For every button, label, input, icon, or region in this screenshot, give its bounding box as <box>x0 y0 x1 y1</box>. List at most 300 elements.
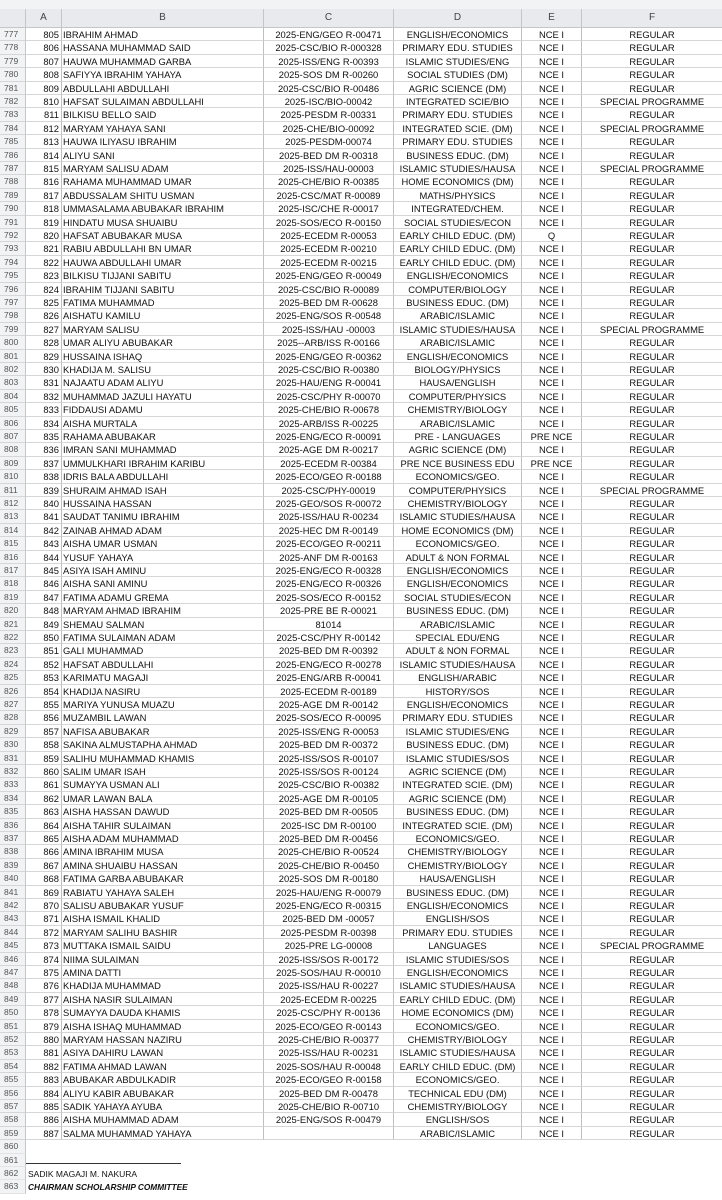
cell-b[interactable]: UMAR LAWAN BALA <box>62 792 264 805</box>
cell-c[interactable]: 2025-CSC/BIO R-00486 <box>264 82 394 95</box>
cell-a[interactable]: 886 <box>26 1113 62 1126</box>
row-number[interactable]: 840 <box>0 872 26 885</box>
cell-d[interactable]: TECHNICAL EDU (DM) <box>394 1087 522 1100</box>
cell-b[interactable]: BILKISU BELLO SAID <box>62 108 264 121</box>
row-number[interactable]: 841 <box>0 886 26 899</box>
cell-c[interactable]: 2025-ISS/SOS R-00107 <box>264 752 394 765</box>
cell-a[interactable]: 825 <box>26 296 62 309</box>
cell-a[interactable]: 831 <box>26 376 62 389</box>
cell-b[interactable]: HUSSAINA ISHAQ <box>62 350 264 363</box>
cell-d[interactable]: ENGLISH/ECONOMICS <box>394 28 522 41</box>
cell-c[interactable]: 2025-ENG/GEO R-00049 <box>264 269 394 282</box>
cell-d[interactable]: ISLAMIC STUDIES/HAUSA <box>394 658 522 671</box>
cell-d[interactable]: PRIMARY EDU. STUDIES <box>394 926 522 939</box>
cell-d[interactable]: COMPUTER/PHYSICS <box>394 484 522 497</box>
cell-a[interactable]: 830 <box>26 363 62 376</box>
cell-e[interactable]: NCE I <box>522 122 582 135</box>
cell-f[interactable]: REGULAR <box>582 403 722 416</box>
cell-d[interactable]: ISLAMIC STUDIES/SOS <box>394 953 522 966</box>
cell-c[interactable]: 2025-CSC/PHY R-00136 <box>264 1006 394 1019</box>
cell-f[interactable]: REGULAR <box>582 993 722 1006</box>
cell-f[interactable]: REGULAR <box>582 1033 722 1046</box>
row-number[interactable]: 833 <box>0 778 26 791</box>
cell-c[interactable]: 2025-ENG/ECO R-00278 <box>264 658 394 671</box>
cell-a[interactable]: 846 <box>26 577 62 590</box>
cell-a[interactable]: 814 <box>26 149 62 162</box>
cell-c[interactable]: 2025-CHE/BIO R-00377 <box>264 1033 394 1046</box>
cell-a[interactable]: 854 <box>26 685 62 698</box>
cell-e[interactable]: NCE I <box>522 350 582 363</box>
row-number[interactable]: 854 <box>0 1060 26 1073</box>
cell-c[interactable]: 2025-AGE DM R-00217 <box>264 443 394 456</box>
cell-d[interactable]: ISLAMIC STUDIES/HAUSA <box>394 979 522 992</box>
cell-c[interactable]: 2025-ECEDM R-00210 <box>264 242 394 255</box>
row-number[interactable]: 857 <box>0 1100 26 1113</box>
cell-a[interactable]: 811 <box>26 108 62 121</box>
cell-f[interactable]: REGULAR <box>582 1073 722 1086</box>
cell-d[interactable]: LANGUAGES <box>394 939 522 952</box>
cell-f[interactable]: REGULAR <box>582 256 722 269</box>
cell-a[interactable]: 849 <box>26 618 62 631</box>
cell-b[interactable]: ABDULLAHI ABDULLAHI <box>62 82 264 95</box>
cell-e[interactable]: NCE I <box>522 845 582 858</box>
cell-e[interactable]: NCE I <box>522 859 582 872</box>
row-number[interactable]: 827 <box>0 698 26 711</box>
cell-f[interactable]: REGULAR <box>582 979 722 992</box>
cell-c[interactable]: 2025-ECEDM R-00215 <box>264 256 394 269</box>
cell-d[interactable]: AGRIC SCIENCE (DM) <box>394 792 522 805</box>
cell-a[interactable]: 824 <box>26 283 62 296</box>
row-number[interactable]: 785 <box>0 135 26 148</box>
cell-c[interactable]: 2025-ISS/HAU R-00231 <box>264 1046 394 1059</box>
cell-e[interactable]: Q <box>522 229 582 242</box>
cell-b[interactable]: MARYAM YAHAYA SANI <box>62 122 264 135</box>
cell-e[interactable]: NCE I <box>522 1006 582 1019</box>
cell-d[interactable]: HOME ECONOMICS (DM) <box>394 175 522 188</box>
row-number[interactable]: 828 <box>0 711 26 724</box>
cell-a[interactable]: 843 <box>26 537 62 550</box>
cell-e[interactable]: NCE I <box>522 872 582 885</box>
cell-f[interactable]: REGULAR <box>582 497 722 510</box>
cell-b[interactable]: AISHATU KAMILU <box>62 309 264 322</box>
cell-f[interactable]: REGULAR <box>582 966 722 979</box>
cell-e[interactable]: NCE I <box>522 805 582 818</box>
cell-d[interactable]: ADULT & NON FORMAL <box>394 644 522 657</box>
cell-c[interactable]: 2025-ISS/HAU -00003 <box>264 323 394 336</box>
cell-a[interactable]: 850 <box>26 631 62 644</box>
row-number[interactable]: 837 <box>0 832 26 845</box>
cell-a[interactable]: 836 <box>26 443 62 456</box>
cell-a[interactable]: 857 <box>26 725 62 738</box>
row-number[interactable]: 790 <box>0 202 26 215</box>
cell-a[interactable]: 853 <box>26 671 62 684</box>
cell-b[interactable]: FATIMA SULAIMAN ADAM <box>62 631 264 644</box>
cell-e[interactable]: NCE I <box>522 363 582 376</box>
cell-a[interactable]: 815 <box>26 162 62 175</box>
row-number[interactable]: 792 <box>0 229 26 242</box>
cell-c[interactable]: 2025-ENG/ARB R-00041 <box>264 671 394 684</box>
cell-e[interactable]: NCE I <box>522 966 582 979</box>
cell-d[interactable]: ENGLISH/ECONOMICS <box>394 350 522 363</box>
cell-f[interactable]: REGULAR <box>582 108 722 121</box>
cell-f[interactable]: SPECIAL PROGRAMME <box>582 484 722 497</box>
cell-b[interactable]: ASIYA DAHIRU LAWAN <box>62 1046 264 1059</box>
cell-c[interactable]: 2025-ECO/GEO R-00143 <box>264 1020 394 1033</box>
cell-b[interactable]: UMMASALAMA ABUBAKAR IBRAHIM <box>62 202 264 215</box>
cell-b[interactable]: SALIHU MUHAMMAD KHAMIS <box>62 752 264 765</box>
cell-d[interactable]: BUSINESS EDUC. (DM) <box>394 805 522 818</box>
row-number[interactable]: 822 <box>0 631 26 644</box>
cell-a[interactable]: 808 <box>26 68 62 81</box>
cell-b[interactable]: AISHA ISMAIL KHALID <box>62 912 264 925</box>
cell-d[interactable]: ENGLISH/ARABIC <box>394 671 522 684</box>
cell-d[interactable]: HAUSA/ENGLISH <box>394 872 522 885</box>
cell-f[interactable]: REGULAR <box>582 443 722 456</box>
cell-e[interactable]: NCE I <box>522 68 582 81</box>
row-number[interactable]: 835 <box>0 805 26 818</box>
cell-a[interactable]: 807 <box>26 55 62 68</box>
cell-d[interactable]: ENGLISH/ECONOMICS <box>394 899 522 912</box>
cell-b[interactable]: AMINA SHUAIBU HASSAN <box>62 859 264 872</box>
cell-d[interactable]: PRE NCE BUSINESS EDU <box>394 457 522 470</box>
cell-e[interactable]: NCE I <box>522 216 582 229</box>
row-number[interactable]: 784 <box>0 122 26 135</box>
cell-d[interactable]: PRIMARY EDU. STUDIES <box>394 135 522 148</box>
cell-b[interactable]: IBRAHIM TIJJANI SABITU <box>62 283 264 296</box>
cell-c[interactable]: 2025-HEC DM R-00149 <box>264 524 394 537</box>
cell-b[interactable]: SALMA MUHAMMAD YAHAYA <box>62 1127 264 1140</box>
cell-d[interactable]: INTEGRATED/CHEM. <box>394 202 522 215</box>
cell-c[interactable]: 2025-CHE/BIO R-00678 <box>264 403 394 416</box>
cell-e[interactable]: NCE I <box>522 510 582 523</box>
cell-a[interactable]: 832 <box>26 390 62 403</box>
cell-f[interactable]: REGULAR <box>582 1087 722 1100</box>
cell-a[interactable]: 812 <box>26 122 62 135</box>
cell-c[interactable]: 2025-ENG/GEO R-00471 <box>264 28 394 41</box>
cell-b[interactable]: RABIATU YAHAYA SALEH <box>62 886 264 899</box>
cell-c[interactable]: 2025-ENG/ECO R-00315 <box>264 899 394 912</box>
cell-c[interactable]: 2025-ISS/ENG R-00393 <box>264 55 394 68</box>
cell-c[interactable]: 2025-ECEDM R-00225 <box>264 993 394 1006</box>
cell-b[interactable]: SUMAYYA DAUDA KHAMIS <box>62 1006 264 1019</box>
cell-e[interactable]: NCE I <box>522 631 582 644</box>
row-number[interactable]: 850 <box>0 1006 26 1019</box>
cell-e[interactable]: NCE I <box>522 564 582 577</box>
row-number[interactable]: 793 <box>0 242 26 255</box>
cell-b[interactable]: FIDDAUSI ADAMU <box>62 403 264 416</box>
row-number[interactable]: 859 <box>0 1127 26 1140</box>
cell-e[interactable]: NCE I <box>522 41 582 54</box>
row-number[interactable]: 809 <box>0 457 26 470</box>
row-number[interactable]: 830 <box>0 738 26 751</box>
cell-c[interactable]: 2025-ISS/SOS R-00124 <box>264 765 394 778</box>
cell-d[interactable]: ENGLISH/SOS <box>394 1113 522 1126</box>
cell-f[interactable]: REGULAR <box>582 82 722 95</box>
row-number[interactable]: 813 <box>0 510 26 523</box>
row-number[interactable]: 823 <box>0 644 26 657</box>
cell-e[interactable]: NCE I <box>522 108 582 121</box>
row-number[interactable]: 780 <box>0 68 26 81</box>
cell-b[interactable]: HAFSAT ABDULLAHI <box>62 658 264 671</box>
cell-c[interactable]: 2025-SOS/ECO R-00152 <box>264 591 394 604</box>
cell-a[interactable]: 877 <box>26 993 62 1006</box>
cell-a[interactable]: 885 <box>26 1100 62 1113</box>
cell-b[interactable]: HUSSAINA HASSAN <box>62 497 264 510</box>
cell-d[interactable]: SOCIAL STUDIES/ECON <box>394 591 522 604</box>
cell-f[interactable]: REGULAR <box>582 1060 722 1073</box>
cell-e[interactable]: NCE I <box>522 551 582 564</box>
cell-a[interactable]: 882 <box>26 1060 62 1073</box>
cell-a[interactable]: 816 <box>26 175 62 188</box>
cell-a[interactable]: 864 <box>26 819 62 832</box>
row-number[interactable]: 844 <box>0 926 26 939</box>
cell-d[interactable]: EARLY CHILD EDUC. (DM) <box>394 229 522 242</box>
row-number[interactable]: 847 <box>0 966 26 979</box>
cell-b[interactable]: ABDUSSALAM SHITU USMAN <box>62 189 264 202</box>
cell-d[interactable]: BUSINESS EDUC. (DM) <box>394 296 522 309</box>
cell-f[interactable]: REGULAR <box>582 296 722 309</box>
row-number[interactable]: 853 <box>0 1046 26 1059</box>
cell-e[interactable]: NCE I <box>522 618 582 631</box>
cell-f[interactable]: SPECIAL PROGRAMME <box>582 162 722 175</box>
cell-c[interactable]: 2025-ECEDM R-00053 <box>264 229 394 242</box>
cell-c[interactable]: 2025-ENG/ECO R-00328 <box>264 564 394 577</box>
cell-d[interactable]: ARABIC/ISLAMIC <box>394 618 522 631</box>
cell-b[interactable]: SUMAYYA USMAN ALI <box>62 778 264 791</box>
cell-a[interactable]: 863 <box>26 805 62 818</box>
cell-f[interactable]: REGULAR <box>582 269 722 282</box>
column-header-e[interactable]: E <box>522 9 582 27</box>
cell-b[interactable]: HINDATU MUSA SHUAIBU <box>62 216 264 229</box>
cell-d[interactable]: BUSINESS EDUC. (DM) <box>394 149 522 162</box>
cell-c[interactable]: 2025-CSC/PHY R-00142 <box>264 631 394 644</box>
cell-b[interactable]: KHADIJA M. SALISU <box>62 363 264 376</box>
row-number[interactable]: 782 <box>0 95 26 108</box>
cell-d[interactable]: ENGLISH/ECONOMICS <box>394 966 522 979</box>
cell-a[interactable]: 851 <box>26 644 62 657</box>
row-number[interactable]: 800 <box>0 336 26 349</box>
cell-e[interactable]: PRE NCE <box>522 457 582 470</box>
cell-e[interactable]: NCE I <box>522 323 582 336</box>
cell-a[interactable]: 818 <box>26 202 62 215</box>
row-number[interactable]: 795 <box>0 269 26 282</box>
cell-d[interactable]: INTEGRATED SCIE/BIO <box>394 95 522 108</box>
cell-e[interactable]: NCE I <box>522 819 582 832</box>
row-number[interactable]: 826 <box>0 685 26 698</box>
cell-b[interactable]: SAFIYYA IBRAHIM YAHAYA <box>62 68 264 81</box>
cell-d[interactable]: AGRIC SCIENCE (DM) <box>394 765 522 778</box>
cell-a[interactable]: 858 <box>26 738 62 751</box>
cell-d[interactable]: ISLAMIC STUDIES/HAUSA <box>394 323 522 336</box>
cell-e[interactable]: NCE I <box>522 832 582 845</box>
row-number[interactable]: 816 <box>0 551 26 564</box>
cell-f[interactable]: REGULAR <box>582 752 722 765</box>
cell-f[interactable]: REGULAR <box>582 564 722 577</box>
cell-e[interactable]: NCE I <box>522 752 582 765</box>
cell-d[interactable]: ISLAMIC STUDIES/HAUSA <box>394 162 522 175</box>
cell-c[interactable]: 2025-ISC/CHE R-00017 <box>264 202 394 215</box>
cell-f[interactable]: REGULAR <box>582 430 722 443</box>
cell-f[interactable]: REGULAR <box>582 899 722 912</box>
cell-d[interactable]: SOCIAL STUDIES/ECON <box>394 216 522 229</box>
cell-c[interactable]: 2025-ISC/BIO-00042 <box>264 95 394 108</box>
row-number[interactable]: 803 <box>0 376 26 389</box>
cell-a[interactable]: 874 <box>26 953 62 966</box>
cell-c[interactable]: 2025-ENG/SOS R-00479 <box>264 1113 394 1126</box>
cell-a[interactable]: 842 <box>26 524 62 537</box>
row-number[interactable]: 811 <box>0 484 26 497</box>
cell-a[interactable]: 872 <box>26 926 62 939</box>
cell-d[interactable]: EARLY CHILD EDUC. (DM) <box>394 993 522 1006</box>
cell-b[interactable]: MUTTAKA ISMAIL SAIDU <box>62 939 264 952</box>
cell-e[interactable]: NCE I <box>522 1113 582 1126</box>
cell-b[interactable]: ABUBAKAR ABDULKADIR <box>62 1073 264 1086</box>
row-number[interactable]: 863 <box>0 1180 26 1193</box>
cell-f[interactable]: REGULAR <box>582 577 722 590</box>
cell-b[interactable]: AISHA HASSAN DAWUD <box>62 805 264 818</box>
cell-a[interactable]: 866 <box>26 845 62 858</box>
row-number[interactable]: 831 <box>0 752 26 765</box>
cell-c[interactable]: 81014 <box>264 618 394 631</box>
cell-b[interactable]: MARYAM AHMAD IBRAHIM <box>62 604 264 617</box>
cell-e[interactable]: NCE I <box>522 1020 582 1033</box>
cell-b[interactable]: SADIK YAHAYA AYUBA <box>62 1100 264 1113</box>
cell-d[interactable]: HAUSA/ENGLISH <box>394 376 522 389</box>
cell-f[interactable]: REGULAR <box>582 711 722 724</box>
cell-c[interactable]: 2025-ISC DM R-00100 <box>264 819 394 832</box>
cell-a[interactable]: 810 <box>26 95 62 108</box>
cell-d[interactable]: ARABIC/ISLAMIC <box>394 417 522 430</box>
row-number[interactable]: 810 <box>0 470 26 483</box>
cell-a[interactable]: 855 <box>26 698 62 711</box>
cell-e[interactable]: NCE I <box>522 537 582 550</box>
cell-c[interactable]: 2025-ECEDM R-00189 <box>264 685 394 698</box>
cell-a[interactable]: 833 <box>26 403 62 416</box>
cell-d[interactable]: PRE - LANGUAGES <box>394 430 522 443</box>
cell-f[interactable]: REGULAR <box>582 242 722 255</box>
row-number[interactable]: 801 <box>0 350 26 363</box>
cell-e[interactable]: NCE I <box>522 336 582 349</box>
cell-d[interactable]: ECONOMICS/GEO. <box>394 1020 522 1033</box>
cell-b[interactable]: ASIYA ISAH AMINU <box>62 564 264 577</box>
row-number[interactable]: 779 <box>0 55 26 68</box>
cell-f[interactable]: REGULAR <box>582 350 722 363</box>
cell-d[interactable]: COMPUTER/BIOLOGY <box>394 283 522 296</box>
row-number[interactable]: 843 <box>0 912 26 925</box>
cell-f[interactable]: REGULAR <box>582 859 722 872</box>
cell-f[interactable]: SPECIAL PROGRAMME <box>582 939 722 952</box>
cell-c[interactable]: 2025-CSC/PHY R-00070 <box>264 390 394 403</box>
cell-b[interactable]: MARIYA YUNUSA MUAZU <box>62 698 264 711</box>
cell-a[interactable]: 884 <box>26 1087 62 1100</box>
cell-a[interactable]: 847 <box>26 591 62 604</box>
cell-c[interactable]: 2025-ARB/ISS R-00225 <box>264 417 394 430</box>
row-number[interactable]: 852 <box>0 1033 26 1046</box>
select-all-corner[interactable] <box>0 9 26 27</box>
cell-f[interactable]: SPECIAL PROGRAMME <box>582 323 722 336</box>
cell-f[interactable]: REGULAR <box>582 376 722 389</box>
row-number[interactable]: 832 <box>0 765 26 778</box>
cell-a[interactable]: 883 <box>26 1073 62 1086</box>
cell-f[interactable]: REGULAR <box>582 470 722 483</box>
cell-d[interactable]: ECONOMICS/GEO. <box>394 832 522 845</box>
cell-f[interactable]: REGULAR <box>582 390 722 403</box>
cell-a[interactable]: 835 <box>26 430 62 443</box>
cell-f[interactable]: REGULAR <box>582 618 722 631</box>
cell-a[interactable]: 878 <box>26 1006 62 1019</box>
cell-a[interactable]: 845 <box>26 564 62 577</box>
row-number[interactable]: 804 <box>0 390 26 403</box>
cell-c[interactable]: 2025-ANF DM R-00163 <box>264 551 394 564</box>
cell-a[interactable]: 844 <box>26 551 62 564</box>
cell-b[interactable]: SALISU ABUBAKAR YUSUF <box>62 899 264 912</box>
row-number[interactable]: 825 <box>0 671 26 684</box>
cell-f[interactable]: REGULAR <box>582 591 722 604</box>
cell-c[interactable]: 2025-SOS/ECO R-00095 <box>264 711 394 724</box>
cell-d[interactable]: COMPUTER/PHYSICS <box>394 390 522 403</box>
cell-a[interactable]: 869 <box>26 886 62 899</box>
cell-e[interactable]: NCE I <box>522 685 582 698</box>
cell-e[interactable]: NCE I <box>522 256 582 269</box>
cell-f[interactable]: REGULAR <box>582 631 722 644</box>
cell-b[interactable]: MUHAMMAD JAZULI HAYATU <box>62 390 264 403</box>
cell-c[interactable]: 2025-ECO/GEO R-00211 <box>264 537 394 550</box>
cell-e[interactable]: NCE I <box>522 470 582 483</box>
row-number[interactable]: 806 <box>0 417 26 430</box>
cell-b[interactable]: FATIMA MUHAMMAD <box>62 296 264 309</box>
cell-f[interactable]: SPECIAL PROGRAMME <box>582 122 722 135</box>
cell-d[interactable]: PRIMARY EDU. STUDIES <box>394 108 522 121</box>
row-number[interactable]: 860 <box>0 1140 26 1153</box>
cell-b[interactable]: RAHAMA MUHAMMAD UMAR <box>62 175 264 188</box>
cell-b[interactable]: AISHA MURTALA <box>62 417 264 430</box>
row-number[interactable]: 797 <box>0 296 26 309</box>
cell-f[interactable]: REGULAR <box>582 189 722 202</box>
cell-b[interactable]: UMAR ALIYU ABUBAKAR <box>62 336 264 349</box>
row-number[interactable]: 788 <box>0 175 26 188</box>
cell-e[interactable]: NCE I <box>522 939 582 952</box>
cell-e[interactable]: NCE I <box>522 926 582 939</box>
cell-d[interactable]: CHEMISTRY/BIOLOGY <box>394 1100 522 1113</box>
cell-a[interactable]: 881 <box>26 1046 62 1059</box>
cell-c[interactable]: 2025-SOS/HAU R-00010 <box>264 966 394 979</box>
row-number[interactable]: 789 <box>0 189 26 202</box>
row-number[interactable]: 842 <box>0 899 26 912</box>
cell-e[interactable]: NCE I <box>522 82 582 95</box>
cell-a[interactable]: 848 <box>26 604 62 617</box>
cell-d[interactable]: INTEGRATED SCIE. (DM) <box>394 819 522 832</box>
cell-c[interactable]: 2025-BED DM R-00628 <box>264 296 394 309</box>
cell-f[interactable]: REGULAR <box>582 41 722 54</box>
cell-f[interactable]: REGULAR <box>582 698 722 711</box>
cell-a[interactable]: 865 <box>26 832 62 845</box>
cell-d[interactable]: EARLY CHILD EDUC. (DM) <box>394 256 522 269</box>
cell-d[interactable]: INTEGRATED SCIE. (DM) <box>394 122 522 135</box>
cell-c[interactable]: 2025-CSC/BIO R-000328 <box>264 41 394 54</box>
cell-b[interactable]: AISHA MUHAMMAD ADAM <box>62 1113 264 1126</box>
cell-f[interactable]: REGULAR <box>582 832 722 845</box>
cell-f[interactable]: REGULAR <box>582 1046 722 1059</box>
cell-f[interactable]: REGULAR <box>582 1100 722 1113</box>
row-number[interactable]: 846 <box>0 953 26 966</box>
cell-e[interactable]: NCE I <box>522 912 582 925</box>
cell-d[interactable]: CHEMISTRY/BIOLOGY <box>394 497 522 510</box>
cell-d[interactable]: ECONOMICS/GEO. <box>394 1073 522 1086</box>
cell-d[interactable]: ISLAMIC STUDIES/ENG <box>394 725 522 738</box>
row-number[interactable]: 836 <box>0 819 26 832</box>
cell-c[interactable]: 2025-ECEDM R-00384 <box>264 457 394 470</box>
row-number[interactable]: 815 <box>0 537 26 550</box>
